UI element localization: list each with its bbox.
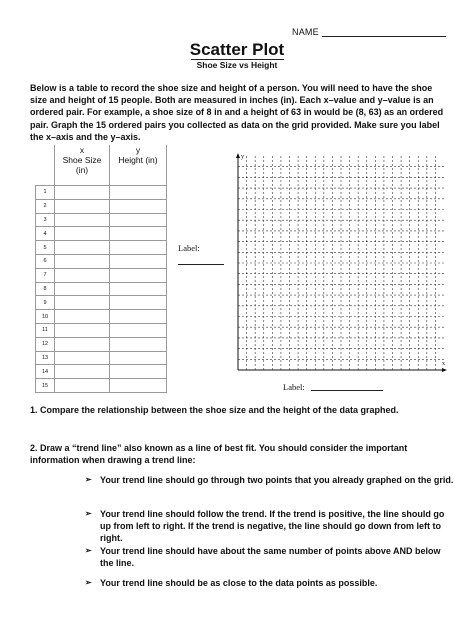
row-number: 14: [36, 365, 55, 379]
column-header-shoe-size: [55, 145, 110, 186]
height-cell[interactable]: [110, 282, 167, 296]
shoe-size-cell[interactable]: [55, 310, 110, 324]
table-row: [36, 199, 167, 213]
bullet-item-4: [85, 577, 455, 589]
height-cell[interactable]: [110, 254, 167, 268]
data-table: [35, 145, 167, 393]
shoe-size-cell[interactable]: [55, 296, 110, 310]
height-cell[interactable]: [110, 241, 167, 255]
table-row: [36, 254, 167, 268]
height-cell[interactable]: [110, 227, 167, 241]
x-axis-arrowhead: [442, 368, 447, 372]
bullet-text-4: Your trend line should be as close to the data points as possible.: [100, 578, 378, 588]
bullet-text-1: Your trend line should go through two points that you already graphed on the grid.: [100, 475, 454, 485]
table-row: [36, 213, 167, 227]
shoe-size-cell[interactable]: [55, 199, 110, 213]
height-cell[interactable]: [110, 323, 167, 337]
height-cell[interactable]: [110, 199, 167, 213]
x-axis-label: Label:: [283, 382, 305, 392]
shoe-size-cell[interactable]: [55, 323, 110, 337]
table-row: [36, 268, 167, 282]
page-subtitle: Shoe Size vs Height: [196, 60, 278, 70]
bullet-text-2: Your trend line should follow the trend. If the trend is positive, the line should go up from left to right. If the trend is negative, the line should go down from left to right.: [100, 509, 445, 544]
row-number: 6: [36, 254, 55, 268]
shoe-size-cell[interactable]: [55, 213, 110, 227]
instructions: [30, 82, 448, 143]
bullet-item-3: [85, 545, 455, 569]
table-row: [36, 241, 167, 255]
table-row: [36, 186, 167, 200]
row-number: 3: [36, 213, 55, 227]
shoe-size-cell[interactable]: [55, 241, 110, 255]
height-cell[interactable]: [110, 296, 167, 310]
coordinate-grid[interactable]: [228, 150, 450, 378]
table-row: [36, 282, 167, 296]
height-cell[interactable]: [110, 337, 167, 351]
row-number: 11: [36, 323, 55, 337]
row-number: 1: [36, 186, 55, 200]
x-axis-letter: x: [442, 361, 445, 367]
arrow-bullet-icon: ➢: [85, 546, 92, 555]
side-label: Label:: [178, 243, 200, 253]
column-y-label: Height (in): [118, 155, 158, 165]
y-axis-letter: y: [241, 154, 244, 160]
column-x-unit: (in): [75, 165, 89, 175]
height-cell[interactable]: [110, 351, 167, 365]
shoe-size-cell[interactable]: [55, 379, 110, 393]
arrow-bullet-icon: ➢: [85, 509, 92, 518]
table-row: [36, 351, 167, 365]
table-row: [36, 337, 167, 351]
bullet-item-2: [85, 508, 455, 545]
row-number: 15: [36, 379, 55, 393]
column-header-height: [110, 145, 167, 186]
shoe-size-cell[interactable]: [55, 186, 110, 200]
column-x-var: x: [79, 145, 85, 155]
height-cell[interactable]: [110, 310, 167, 324]
shoe-size-cell[interactable]: [55, 268, 110, 282]
table-row: [36, 365, 167, 379]
row-number: 4: [36, 227, 55, 241]
row-number: 5: [36, 241, 55, 255]
table-row: [36, 227, 167, 241]
table-row: [36, 379, 167, 393]
shoe-size-cell[interactable]: [55, 254, 110, 268]
shoe-size-cell[interactable]: [55, 351, 110, 365]
arrow-bullet-icon: ➢: [85, 578, 92, 587]
row-number: 13: [36, 351, 55, 365]
grid-lines: [238, 156, 444, 370]
side-label-blank-line[interactable]: [178, 264, 224, 265]
height-cell[interactable]: [110, 268, 167, 282]
x-label-blank-line[interactable]: [311, 390, 383, 391]
table-row: [36, 323, 167, 337]
column-y-var: y: [135, 145, 141, 155]
column-x-label: Shoe Size: [62, 155, 102, 165]
table-row: [36, 296, 167, 310]
table-header-blank: [36, 145, 55, 186]
shoe-size-cell[interactable]: [55, 282, 110, 296]
table-body: [36, 186, 167, 393]
bullet-item-1: [85, 474, 455, 486]
name-label: NAME: [292, 27, 319, 37]
height-cell[interactable]: [110, 379, 167, 393]
table-row: [36, 310, 167, 324]
row-number: 7: [36, 268, 55, 282]
shoe-size-cell[interactable]: [55, 227, 110, 241]
height-cell[interactable]: [110, 365, 167, 379]
shoe-size-cell[interactable]: [55, 337, 110, 351]
arrow-bullet-icon: ➢: [85, 475, 92, 484]
row-number: 10: [36, 310, 55, 324]
question-1: 1. Compare the relationship between the shoe size and the height of the data graphed.: [30, 405, 399, 415]
row-number: 9: [36, 296, 55, 310]
height-cell[interactable]: [110, 186, 167, 200]
table-header-row: [36, 145, 167, 186]
question-2: 2. Draw a “trend line” also known as a line of best fit. You should consider the important information when drawing a trend line:: [30, 443, 408, 466]
bullet-text-3: Your trend line should have about the same number of points above AND below the line.: [100, 546, 441, 569]
instructions-paragraph: Below is a table to record the shoe size and height of a person. You will need to have the shoe size and height of 15 people. Both are measured in inches (in). Each x–value and y–value is an ordered pair. For example, a shoe size of 8 in and a height of 63 in would be (8, 63) as an ordered pair. Graph the 15 ordered pairs you collected as data on the grid provided. Make sure you label the x–axis and the y–axis.: [30, 83, 444, 142]
height-cell[interactable]: [110, 213, 167, 227]
page-title: Scatter Plot: [189, 40, 285, 59]
y-axis-arrowhead: [236, 153, 240, 158]
row-number: 8: [36, 282, 55, 296]
row-number: 2: [36, 199, 55, 213]
name-blank-line[interactable]: [322, 36, 446, 37]
shoe-size-cell[interactable]: [55, 365, 110, 379]
row-number: 12: [36, 337, 55, 351]
